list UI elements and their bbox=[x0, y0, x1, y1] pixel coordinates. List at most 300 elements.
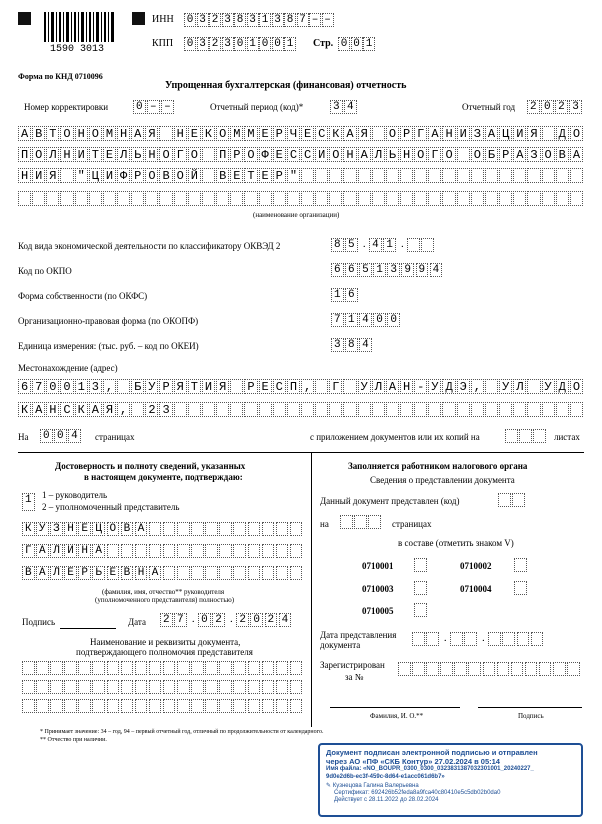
char-cell bbox=[527, 379, 540, 394]
char-cell: И bbox=[64, 544, 77, 558]
footnote-1: * Принимает значение: 34 – год, 94 – первый отчетный год, отличный по продолжительности от календарного. bbox=[40, 729, 324, 735]
char-cell bbox=[60, 191, 73, 206]
char-cell bbox=[412, 662, 425, 676]
char-cell bbox=[315, 168, 328, 183]
char-cell bbox=[567, 662, 580, 676]
sheets-label: листах bbox=[554, 432, 580, 442]
pages-cells bbox=[40, 429, 82, 443]
char-cell bbox=[121, 680, 134, 694]
submission-date-dot: . bbox=[482, 632, 485, 644]
inn-digit: 3 bbox=[247, 13, 259, 27]
char-cell: Р bbox=[273, 168, 286, 183]
char-cell bbox=[233, 699, 246, 713]
char-cell: Ц bbox=[92, 522, 105, 536]
inn-digit: 3 bbox=[222, 13, 234, 27]
char-cell bbox=[121, 699, 134, 713]
char-cell: К bbox=[18, 402, 31, 417]
char-cell bbox=[248, 699, 261, 713]
barcode bbox=[44, 12, 114, 42]
char-cell bbox=[248, 566, 261, 580]
okopf-digit: 1 bbox=[345, 313, 358, 327]
char-cell bbox=[92, 680, 105, 694]
check-0710002[interactable] bbox=[514, 558, 527, 572]
char-cell: У bbox=[36, 522, 49, 536]
char-cell bbox=[570, 402, 583, 417]
char-cell: Й bbox=[188, 168, 201, 183]
char-cell: Н bbox=[117, 126, 130, 141]
okpo-digit: 6 bbox=[331, 263, 344, 277]
submission-date-digit bbox=[488, 632, 501, 646]
period-digit: 3 bbox=[330, 100, 343, 114]
char-cell: О bbox=[471, 147, 484, 162]
kpp-digit: 0 bbox=[184, 37, 196, 51]
stamp-line-1: Документ подписан электронной подписью и отправлен bbox=[326, 748, 538, 757]
char-cell bbox=[457, 168, 470, 183]
char-cell bbox=[60, 168, 73, 183]
char-cell: О bbox=[329, 147, 342, 162]
char-cell bbox=[440, 662, 453, 676]
char-cell bbox=[18, 191, 31, 206]
char-cell: О bbox=[107, 522, 120, 536]
check-0710004[interactable] bbox=[514, 581, 527, 595]
char-cell bbox=[149, 544, 162, 558]
char-cell bbox=[32, 191, 45, 206]
char-cell bbox=[372, 126, 385, 141]
char-cell: И bbox=[202, 379, 215, 394]
char-cell: О bbox=[174, 168, 187, 183]
char-cell bbox=[205, 680, 218, 694]
char-cell bbox=[428, 191, 441, 206]
inn-digit: 8 bbox=[284, 13, 296, 27]
okved-digit: 8 bbox=[331, 238, 344, 252]
char-cell: С bbox=[60, 402, 73, 417]
char-cell bbox=[163, 680, 176, 694]
address-row-1 bbox=[18, 379, 584, 394]
char-cell bbox=[89, 191, 102, 206]
char-cell bbox=[513, 191, 526, 206]
char-cell: А bbox=[386, 379, 399, 394]
char-cell bbox=[442, 191, 455, 206]
char-cell bbox=[290, 522, 303, 536]
char-cell: Н bbox=[442, 126, 455, 141]
kpp-label: КПП bbox=[152, 38, 174, 49]
char-cell: И bbox=[103, 168, 116, 183]
char-cell bbox=[290, 680, 303, 694]
submission-date-digit bbox=[502, 632, 515, 646]
char-cell bbox=[542, 191, 555, 206]
char-cell: У bbox=[499, 379, 512, 394]
char-cell bbox=[248, 522, 261, 536]
char-cell: О bbox=[89, 126, 102, 141]
kpp-digit: 0 bbox=[259, 37, 271, 51]
char-cell: Е bbox=[273, 147, 286, 162]
char-cell: Ч bbox=[287, 126, 300, 141]
char-cell: И bbox=[75, 147, 88, 162]
char-cell: О bbox=[216, 126, 229, 141]
char-cell: О bbox=[159, 147, 172, 162]
char-cell bbox=[273, 191, 286, 206]
char-cell: О bbox=[32, 147, 45, 162]
char-cell bbox=[414, 402, 427, 417]
tax-pages-digit bbox=[340, 515, 353, 529]
char-cell bbox=[22, 661, 35, 675]
char-cell bbox=[131, 402, 144, 417]
char-cell bbox=[542, 402, 555, 417]
char-cell: Е bbox=[107, 566, 120, 580]
confirm-heading-2: в настоящем документе, подтверждаю: bbox=[84, 472, 243, 482]
char-cell bbox=[22, 699, 35, 713]
char-cell bbox=[471, 168, 484, 183]
char-cell bbox=[75, 191, 88, 206]
char-cell bbox=[78, 680, 91, 694]
stamp-signature-icon: ✎ bbox=[326, 783, 333, 789]
char-cell bbox=[262, 544, 275, 558]
char-cell: 3 bbox=[89, 379, 102, 394]
char-cell bbox=[64, 680, 77, 694]
char-cell bbox=[163, 566, 176, 580]
char-cell: Г bbox=[329, 379, 342, 394]
char-cell bbox=[539, 662, 552, 676]
char-cell bbox=[202, 191, 215, 206]
char-cell: Р bbox=[131, 168, 144, 183]
char-cell bbox=[219, 680, 232, 694]
composition-label: в составе (отметить знаком V) bbox=[398, 538, 514, 548]
submission-date-digit bbox=[517, 632, 530, 646]
e-signature-stamp bbox=[318, 743, 583, 817]
char-cell bbox=[400, 402, 413, 417]
inspector-name-caption: Фамилия, И. О.** bbox=[370, 712, 424, 720]
char-cell bbox=[205, 522, 218, 536]
char-cell bbox=[301, 402, 314, 417]
correction-digit: – bbox=[147, 100, 160, 114]
char-cell bbox=[191, 566, 204, 580]
char-cell bbox=[36, 661, 49, 675]
char-cell bbox=[36, 680, 49, 694]
char-cell: О bbox=[570, 126, 583, 141]
inn-digit: 8 bbox=[234, 13, 246, 27]
char-cell: Ф bbox=[117, 168, 130, 183]
code-0710004: 0710004 bbox=[460, 584, 492, 594]
char-cell: Н bbox=[400, 379, 413, 394]
inn-digit: – bbox=[322, 13, 334, 27]
char-cell bbox=[358, 168, 371, 183]
char-cell bbox=[177, 661, 190, 675]
char-cell: 7 bbox=[32, 379, 45, 394]
char-cell: А bbox=[32, 402, 45, 417]
char-cell bbox=[556, 402, 569, 417]
char-cell bbox=[343, 379, 356, 394]
char-cell: Р bbox=[230, 147, 243, 162]
char-cell bbox=[202, 147, 215, 162]
char-cell: - bbox=[414, 379, 427, 394]
char-cell: Л bbox=[117, 147, 130, 162]
char-cell bbox=[50, 699, 63, 713]
char-cell bbox=[205, 661, 218, 675]
char-cell: Э bbox=[457, 379, 470, 394]
page-digit: 1 bbox=[363, 37, 375, 51]
char-cell bbox=[191, 522, 204, 536]
char-cell bbox=[216, 191, 229, 206]
attachments-label: с приложением документов или их копий на bbox=[310, 432, 480, 442]
okfs-digit: 6 bbox=[345, 288, 358, 302]
char-cell: У bbox=[428, 379, 441, 394]
char-cell: Р bbox=[499, 147, 512, 162]
page-digit: 0 bbox=[338, 37, 350, 51]
char-cell: Я bbox=[145, 126, 158, 141]
char-cell bbox=[315, 191, 328, 206]
char-cell bbox=[343, 402, 356, 417]
pages-label: страницах bbox=[95, 432, 135, 442]
char-cell bbox=[107, 699, 120, 713]
submission-date-label-2: документа bbox=[320, 640, 361, 650]
char-cell: Т bbox=[46, 126, 59, 141]
char-cell bbox=[457, 147, 470, 162]
tax-pages-digit bbox=[354, 515, 367, 529]
name-cells bbox=[22, 544, 304, 558]
char-cell: Л bbox=[513, 379, 526, 394]
presented-digit bbox=[498, 493, 511, 507]
tax-subheading: Сведения о представлении документа bbox=[370, 475, 515, 485]
kpp-digit: 1 bbox=[284, 37, 296, 51]
page-label: Стр. bbox=[313, 38, 334, 49]
char-cell: Р bbox=[78, 566, 91, 580]
char-cell bbox=[400, 168, 413, 183]
char-cell bbox=[468, 662, 481, 676]
corner-marker-right bbox=[132, 12, 145, 25]
char-cell bbox=[117, 191, 130, 206]
char-cell bbox=[511, 662, 524, 676]
char-cell bbox=[426, 662, 439, 676]
char-cell bbox=[230, 379, 243, 394]
page-digit: 0 bbox=[351, 37, 363, 51]
char-cell: Н bbox=[174, 126, 187, 141]
signer-code-cells bbox=[22, 493, 36, 511]
address-label: Местонахождение (адрес) bbox=[18, 363, 118, 373]
char-cell bbox=[315, 379, 328, 394]
char-cell bbox=[163, 699, 176, 713]
char-cell bbox=[135, 544, 148, 558]
char-cell bbox=[290, 699, 303, 713]
char-cell: Б bbox=[485, 147, 498, 162]
char-cell bbox=[570, 168, 583, 183]
inspector-sign-line bbox=[478, 707, 582, 708]
check-0710005[interactable] bbox=[414, 603, 427, 617]
org-row-1 bbox=[18, 126, 584, 141]
char-cell bbox=[248, 680, 261, 694]
submission-date-digit bbox=[412, 632, 425, 646]
char-cell bbox=[485, 191, 498, 206]
char-cell: , bbox=[471, 379, 484, 394]
char-cell bbox=[219, 522, 232, 536]
okei-digit: 4 bbox=[359, 338, 372, 352]
char-cell bbox=[233, 544, 246, 558]
char-cell bbox=[205, 544, 218, 558]
check-0710003[interactable] bbox=[414, 581, 427, 595]
correction-digit: – bbox=[161, 100, 174, 114]
char-cell: О bbox=[188, 147, 201, 162]
char-cell bbox=[219, 566, 232, 580]
pages-digit: 0 bbox=[40, 429, 53, 443]
stamp-signer: Кузнецова Галина Валерьевна bbox=[332, 783, 419, 789]
date-digit: 2 bbox=[265, 613, 278, 627]
submission-date-digit bbox=[426, 632, 439, 646]
char-cell: З bbox=[50, 522, 63, 536]
presented-cells bbox=[498, 493, 526, 507]
fio-caption-1: (фамилия, имя, отчество** руководителя bbox=[102, 588, 225, 596]
inn-digit: – bbox=[309, 13, 321, 27]
char-cell: Я bbox=[358, 126, 371, 141]
char-cell: О bbox=[442, 147, 455, 162]
char-cell bbox=[159, 126, 172, 141]
char-cell bbox=[262, 566, 275, 580]
pages-on-label: На bbox=[18, 432, 29, 442]
char-cell bbox=[248, 661, 261, 675]
auth-doc-row-1 bbox=[22, 661, 304, 675]
char-cell bbox=[276, 522, 289, 536]
char-cell bbox=[244, 402, 257, 417]
char-cell: В bbox=[32, 126, 45, 141]
char-cell: А bbox=[485, 126, 498, 141]
char-cell bbox=[290, 661, 303, 675]
char-cell bbox=[442, 168, 455, 183]
char-cell bbox=[145, 191, 158, 206]
date-digit: 2 bbox=[236, 613, 249, 627]
year-cells bbox=[527, 100, 583, 114]
char-cell: П bbox=[216, 147, 229, 162]
char-cell: , bbox=[117, 402, 130, 417]
tax-pages-label: страницах bbox=[392, 519, 432, 529]
okved-cells bbox=[331, 238, 436, 252]
char-cell bbox=[525, 662, 538, 676]
char-cell bbox=[358, 191, 371, 206]
char-cell: О bbox=[60, 126, 73, 141]
date-digit: 0 bbox=[250, 613, 263, 627]
char-cell bbox=[358, 402, 371, 417]
code-0710002: 0710002 bbox=[460, 561, 492, 571]
char-cell bbox=[513, 402, 526, 417]
char-cell: Л bbox=[372, 147, 385, 162]
char-cell bbox=[513, 168, 526, 183]
submission-date-digit bbox=[464, 632, 477, 646]
code-0710001: 0710001 bbox=[362, 561, 394, 571]
char-cell: А bbox=[135, 522, 148, 536]
char-cell bbox=[219, 544, 232, 558]
kpp-cells bbox=[184, 37, 297, 51]
char-cell bbox=[107, 680, 120, 694]
char-cell: М bbox=[103, 126, 116, 141]
char-cell: Д bbox=[556, 126, 569, 141]
date-digit: 2 bbox=[212, 613, 225, 627]
char-cell bbox=[191, 699, 204, 713]
char-cell bbox=[527, 191, 540, 206]
char-cell bbox=[149, 699, 162, 713]
char-cell: Г bbox=[22, 544, 35, 558]
char-cell: Н bbox=[75, 126, 88, 141]
char-cell bbox=[117, 379, 130, 394]
fio-caption-2: (уполномоченного представителя) полностью) bbox=[95, 596, 235, 604]
char-cell: А bbox=[36, 566, 49, 580]
date-dot: . bbox=[230, 613, 233, 625]
inspector-sign-caption: Подпись bbox=[518, 712, 544, 720]
okopf-cells bbox=[331, 313, 401, 327]
char-cell bbox=[262, 522, 275, 536]
char-cell: Ц bbox=[89, 168, 102, 183]
char-cell: Н bbox=[18, 168, 31, 183]
char-cell: 2 bbox=[145, 402, 158, 417]
char-cell: В bbox=[159, 168, 172, 183]
char-cell: Ц bbox=[499, 126, 512, 141]
char-cell bbox=[50, 661, 63, 675]
char-cell bbox=[149, 680, 162, 694]
char-cell: Ф bbox=[259, 147, 272, 162]
char-cell bbox=[230, 402, 243, 417]
inn-cells bbox=[184, 13, 334, 27]
okved-digit: 5 bbox=[345, 238, 358, 252]
char-cell: Е bbox=[64, 566, 77, 580]
char-cell bbox=[428, 402, 441, 417]
char-cell bbox=[177, 566, 190, 580]
barcode-number: 1590 3013 bbox=[50, 44, 105, 55]
okfs-label: Форма собственности (по ОКФС) bbox=[18, 291, 148, 301]
date-label: Дата bbox=[128, 617, 146, 627]
char-cell bbox=[135, 699, 148, 713]
char-cell bbox=[398, 662, 411, 676]
pages-digit: 4 bbox=[68, 429, 81, 443]
presented-digit bbox=[512, 493, 525, 507]
check-0710001[interactable] bbox=[414, 558, 427, 572]
submission-date-dot: . bbox=[443, 632, 447, 644]
page-cells bbox=[338, 37, 376, 51]
char-cell: А bbox=[18, 126, 31, 141]
address-row-2 bbox=[18, 402, 584, 417]
char-cell bbox=[50, 680, 63, 694]
char-cell: В bbox=[22, 566, 35, 580]
char-cell bbox=[485, 379, 498, 394]
char-cell bbox=[301, 168, 314, 183]
code-0710003: 0710003 bbox=[362, 584, 394, 594]
okpo-cells bbox=[331, 263, 444, 277]
char-cell: Г bbox=[414, 126, 427, 141]
char-cell: С bbox=[287, 147, 300, 162]
char-cell: К bbox=[22, 522, 35, 536]
okopf-digit: 0 bbox=[373, 313, 386, 327]
char-cell bbox=[191, 661, 204, 675]
char-cell bbox=[329, 402, 342, 417]
char-cell bbox=[570, 191, 583, 206]
kpp-digit: 0 bbox=[234, 37, 246, 51]
char-cell bbox=[497, 662, 510, 676]
char-cell: А bbox=[513, 147, 526, 162]
char-cell bbox=[233, 680, 246, 694]
char-cell bbox=[177, 522, 190, 536]
char-cell bbox=[107, 661, 120, 675]
tax-heading: Заполняется работником налогового органа bbox=[348, 461, 528, 471]
year-digit: 2 bbox=[555, 100, 568, 114]
kpp-digit: 3 bbox=[222, 37, 234, 51]
tax-pages-digit bbox=[368, 515, 381, 529]
char-cell bbox=[248, 544, 261, 558]
char-cell: С bbox=[301, 147, 314, 162]
char-cell bbox=[22, 680, 35, 694]
char-cell: Т bbox=[89, 147, 102, 162]
org-row-2 bbox=[18, 147, 584, 162]
period-label: Отчетный период (код)* bbox=[210, 102, 304, 112]
char-cell bbox=[259, 402, 272, 417]
submission-date-digit bbox=[450, 632, 463, 646]
char-cell bbox=[276, 699, 289, 713]
char-cell: Н bbox=[400, 147, 413, 162]
char-cell: М bbox=[230, 126, 243, 141]
